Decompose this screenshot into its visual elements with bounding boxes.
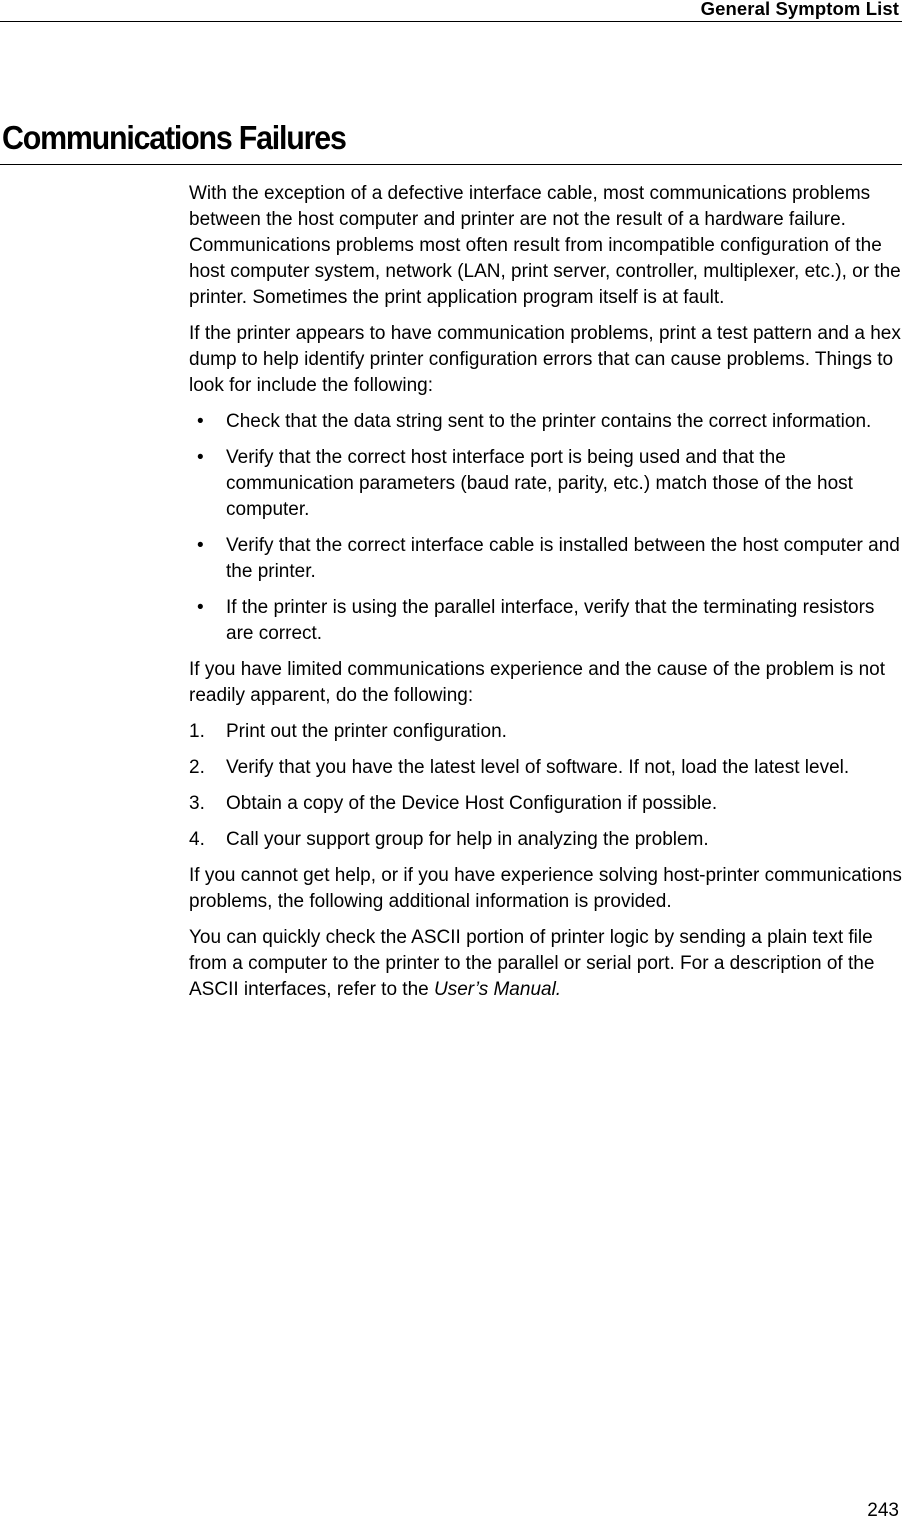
step-item (189, 791, 902, 817)
bullet-text: If the printer is using the parallel interface, verify that the terminating resistors are correct. (226, 597, 875, 644)
step-number: 1. (189, 721, 205, 742)
step-item (189, 719, 902, 745)
section-title: Communications Failures (2, 119, 346, 156)
final-paragraph-text: You can quickly check the ASCII portion of printer logic by sending a plain text file from a computer to the printer to the parallel or serial port. For a description of the ASCII interfaces, refer to the (189, 927, 875, 1000)
step-number: 3. (189, 793, 205, 814)
bullet-icon: • (197, 447, 204, 468)
bullet-text: Check that the data string sent to the printer contains the correct information. (226, 411, 872, 432)
step-text: Print out the printer configuration. (226, 721, 507, 742)
step-item (189, 755, 902, 781)
step-text: Verify that you have the latest level of software. If not, load the latest level. (226, 757, 850, 778)
running-header-title: General Symptom List (700, 0, 899, 19)
page-number: 243 (867, 1500, 899, 1521)
step-item (189, 827, 902, 853)
bullet-icon: • (197, 411, 204, 432)
step-text: Call your support group for help in analyzing the problem. (226, 829, 709, 850)
manual-reference: User’s Manual. (434, 979, 562, 1000)
body-content (189, 181, 902, 1013)
step-text: Obtain a copy of the Device Host Configuration if possible. (226, 793, 718, 814)
bullet-item (189, 595, 902, 647)
title-divider (0, 164, 902, 165)
running-header (0, 0, 902, 22)
final-paragraph (189, 925, 902, 1003)
middle-paragraph: If you have limited communications experience and the cause of the problem is not readily apparent, do the following: (189, 659, 885, 706)
bullet-text: Verify that the correct interface cable is installed between the host computer and the printer. (226, 535, 900, 582)
step-number: 4. (189, 829, 205, 850)
bullet-icon: • (197, 535, 204, 556)
bullet-item (189, 409, 902, 435)
bullet-text: Verify that the correct host interface port is being used and that the communication parameters (baud rate, parity, etc.) match those of the host computer. (226, 447, 853, 520)
step-number: 2. (189, 757, 205, 778)
bullet-item (189, 445, 902, 523)
intro-paragraph: If the printer appears to have communication problems, print a test pattern and a hex dump to help identify printer configuration errors that can cause problems. Things to look for include the following: (189, 323, 901, 396)
help-paragraph: If you cannot get help, or if you have experience solving host-printer communications problems, the following additional information is provided. (189, 865, 902, 912)
bullet-icon: • (197, 597, 204, 618)
bullet-item (189, 533, 902, 585)
intro-paragraph: With the exception of a defective interface cable, most communications problems between the host computer and printer are not the result of a hardware failure. Communications problems most often result from incompatible configuration of the host computer system, network (LAN, print server, controller, multiplexer, etc.), or the printer. Sometimes the print application program itself is at fault. (189, 183, 901, 308)
